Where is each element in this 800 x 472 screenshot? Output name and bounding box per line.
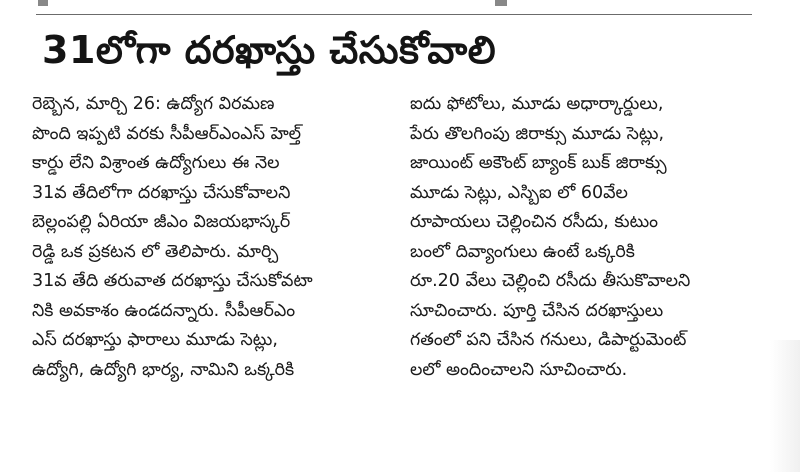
- article-line: రెబ్బెన, మార్చి 26: ఉద్యోగ విరమణ: [32, 94, 275, 114]
- article-body: [32, 90, 764, 385]
- article-line: ఎస్ దరఖాస్తు ఫారాలు మూడు సెట్లు,: [32, 330, 278, 350]
- article-line: 31వ తేది తరువాత దరఖాస్తు చేసుకోవటా: [32, 271, 313, 291]
- article-column-right: [410, 90, 760, 385]
- article-line: రూపాయలు చెల్లించిన రసీదు, కుటుం: [410, 212, 659, 232]
- article-line: పేరు తొలగింపు జిరాక్సు మూడు సెట్లు,: [410, 123, 665, 144]
- article-line: సూచించారు. పూర్తి చేసిన దరఖాస్తులు: [410, 300, 664, 321]
- article-line: ఉద్యోగి, ఉద్యోగి భార్య, నామిని ఒక్కరికి: [32, 359, 295, 380]
- article-line: రూ.20 వేలు చెల్లించి రసీదు తీసుకొవాలని: [410, 271, 691, 291]
- article-line: బెల్లంపల్లి ఏరియా జీఎం విజయభాస్కర్: [32, 212, 291, 232]
- article-line: రెడ్డి ఒక ప్రకటన లో తెలిపారు. మార్చి: [32, 241, 279, 262]
- page-edge-shade: [770, 340, 800, 472]
- article-line: 31వ తేదిలోగా దరఖాస్తు చేసుకోవాలని: [32, 182, 291, 203]
- article-line: లలో అందించాలని సూచించారు.: [410, 359, 628, 380]
- article-headline: 31లోగా దరఖాస్తు చేసుకోవాలి: [42, 28, 497, 72]
- article-line: నికి అవకాశం ఉండదన్నారు. సీపీఆర్ఎం: [32, 300, 296, 321]
- article-line: మూడు సెట్లు, ఎస్బిఐ లో 60వేల: [410, 182, 628, 203]
- article-column-left: [32, 90, 382, 385]
- top-clipped-mark: [38, 0, 48, 6]
- article-line: బంలో దివ్యాంగులు ఉంటే ఒక్కరికి: [410, 241, 635, 262]
- top-clipped-mark: [495, 0, 507, 6]
- article-line: జాయింట్ అకౌంట్ బ్యాంక్ బుక్ జిరాక్సు: [410, 153, 667, 173]
- article-line: కార్డు లేని విశ్రాంత ఉద్యోగులు ఈ నెల: [32, 153, 280, 173]
- article-line: పొంది ఇప్పటి వరకు సీపీఆర్ఎంఎస్ హెల్త్: [32, 123, 302, 144]
- article-line: ఐదు ఫోటోలు, మూడు అధార్కార్డులు,: [410, 94, 664, 114]
- top-divider: [36, 14, 752, 15]
- article-line: గతంలో పని చేసిన గనులు, డిపార్టుమెంట్: [410, 330, 687, 350]
